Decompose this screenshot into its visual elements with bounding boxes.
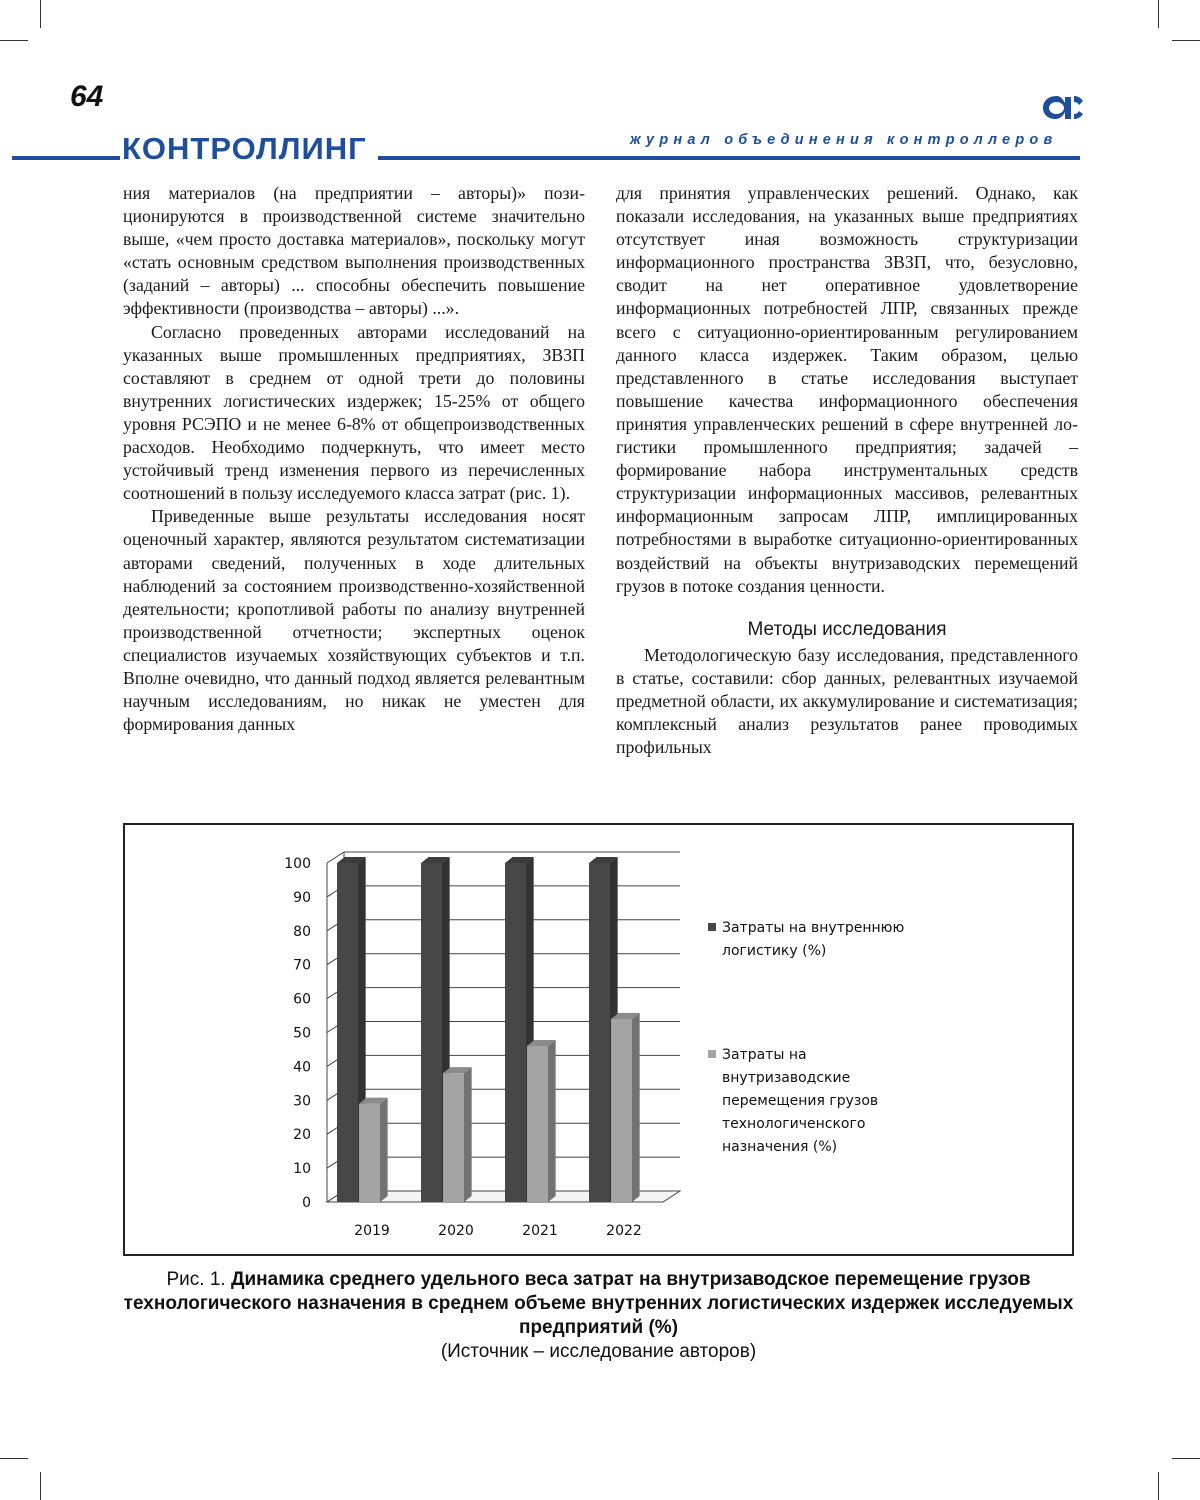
legend-item-internal-logistics xyxy=(708,917,904,963)
legend-label: Затраты на xyxy=(722,1047,807,1063)
ac-logo-icon xyxy=(1040,92,1084,122)
caption-source: (Источник – исследование авторов) xyxy=(440,1341,757,1362)
x-tick-label: 2019 xyxy=(354,1223,390,1239)
left-column xyxy=(123,182,585,736)
figure-caption xyxy=(123,1268,1074,1364)
crop-mark xyxy=(0,40,28,41)
crop-mark xyxy=(1158,1472,1159,1500)
legend-label: технологиченского xyxy=(722,1116,866,1132)
legend-label: перемещения грузов xyxy=(722,1093,879,1109)
legend-label: Затраты на внутреннюю xyxy=(722,920,905,936)
bar-chart xyxy=(125,825,1072,1254)
bar xyxy=(589,863,610,1202)
crop-mark xyxy=(1172,40,1200,41)
legend-swatch xyxy=(708,1050,716,1058)
crop-mark xyxy=(1158,0,1159,28)
bar xyxy=(443,1073,464,1202)
y-tick-label: 0 xyxy=(302,1195,311,1211)
bar-side xyxy=(464,1067,472,1202)
legend-item-transport xyxy=(708,1044,878,1159)
journal-title: КОНТРОЛЛИНГ xyxy=(122,131,367,166)
y-tick-label: 70 xyxy=(293,957,311,974)
y-tick-label: 40 xyxy=(293,1059,311,1076)
header-rule-right xyxy=(378,156,1080,160)
right-column xyxy=(616,182,1078,759)
bar xyxy=(421,863,442,1202)
header-rule-left xyxy=(12,156,120,160)
y-tick-label: 20 xyxy=(293,1127,311,1144)
y-tick-label: 30 xyxy=(293,1093,311,1110)
y-tick-label: 80 xyxy=(293,923,311,940)
section-heading: Методы исследования xyxy=(747,618,947,640)
bar-side xyxy=(548,1040,556,1202)
y-tick-label: 90 xyxy=(293,889,311,906)
crop-mark xyxy=(40,1472,41,1500)
crop-mark xyxy=(40,0,41,28)
bar xyxy=(611,1019,632,1202)
paragraph: Согласно проведенных авторами исследований на указанных выше промышленных предприятиях, ЗВЗП составляют в среднем от одной трети до половины внутренних логистических издержек; 15-25% от общего уровня РСЭПО и не менее 6-8% от общепроизводственных расходов. Необходимо подчеркнуть, что имеет место устойчивый тренд изменения первого из перечисленных соотношений в пользу исследуемого класса затрат (рис. 1). xyxy=(123,321,585,504)
paragraph: Приведенные выше результаты исследования носят оценочный характер, являются результатом систематизации авторами сведений, полученных в ходе длительных наблюдений за состоянием производственно-хозяйственной деятельности; кропотливой работы по анализу внутренней производственной отчетности; экспертных оценок специалистов изучаемых хозяйствующих субъектов и т.п. Вполне очевидно, что данный подход является релевантным научным исследованиям, но никак не уместен для формирования данных xyxy=(123,506,585,735)
paragraph: Методологическую базу исследования, представленного в статье, составили: сбор данных, релевантных изучаемой предметной области, их аккумулирование и систематизация; комплексный анализ результатов ранее проводимых профильных xyxy=(616,644,1078,758)
crop-mark xyxy=(0,1458,28,1459)
bar xyxy=(337,863,358,1202)
y-tick-label: 10 xyxy=(293,1161,311,1178)
paragraph: ния материалов (на предприятии – авторы)» позиционируются в производственной системе значительно выше, «чем просто доставка материалов», поскольку могут «стать основным средством выполнения производственных (заданий – авторы) ... способны обеспечить повышение эффективности (производства – авторы) ...». xyxy=(123,183,585,319)
legend-label: внутризаводские xyxy=(722,1070,851,1086)
x-tick-label: 2022 xyxy=(606,1223,642,1239)
legend-swatch xyxy=(708,923,716,931)
legend-label: назначения (%) xyxy=(722,1139,838,1155)
x-tick-label: 2020 xyxy=(438,1223,474,1239)
y-tick-label: 60 xyxy=(293,991,311,1008)
page-number: 64 xyxy=(70,80,104,113)
bar-side xyxy=(380,1098,388,1202)
paragraph: для принятия управленческих решений. Однако, как показали исследования, на указанных выше предприятиях отсутствует иная возможность структуризации информационного пространства ЗВЗП, что, безусловно, сводит на нет оперативное удовлетворение информационных потребностей ЛПР, связанных прежде всего с ситуационно-ориентированным регулированием данного класса издержек. Таким образом, целью представленного в статье исследования выступает повышение качества информационного обеспечения принятия управленческих решений в сфере внутренней логистики промышленного предприятия; задачей – формирование набора инструментальных средств структуризации информационных массивов, релевантных информационным запросам ЛПР, имплицированных потребностями в выработке ситуационно-ориентированных воздействий на объекты внутризаводских перемещений грузов в потоке создания ценности. xyxy=(616,183,1078,596)
x-tick-label: 2021 xyxy=(522,1223,558,1239)
journal-subtitle: журнал объединения контроллеров xyxy=(630,132,1058,148)
y-tick-label: 50 xyxy=(293,1025,311,1042)
crop-mark xyxy=(1172,1458,1200,1459)
y-tick-label: 100 xyxy=(284,856,311,872)
bar-side xyxy=(632,1013,640,1202)
bar xyxy=(505,863,526,1202)
bar xyxy=(527,1046,548,1202)
caption-prefix: Рис. 1. xyxy=(166,1269,231,1290)
bar xyxy=(359,1104,380,1202)
caption-title: Динамика среднего удельного веса затрат на внутризаводское перемещение грузов технологического назначения в среднем объеме внутренних логистических издержек исследуемых предприятий (%) xyxy=(123,1269,1074,1338)
legend-label: логистику (%) xyxy=(722,943,827,959)
figure-frame xyxy=(123,823,1074,1256)
